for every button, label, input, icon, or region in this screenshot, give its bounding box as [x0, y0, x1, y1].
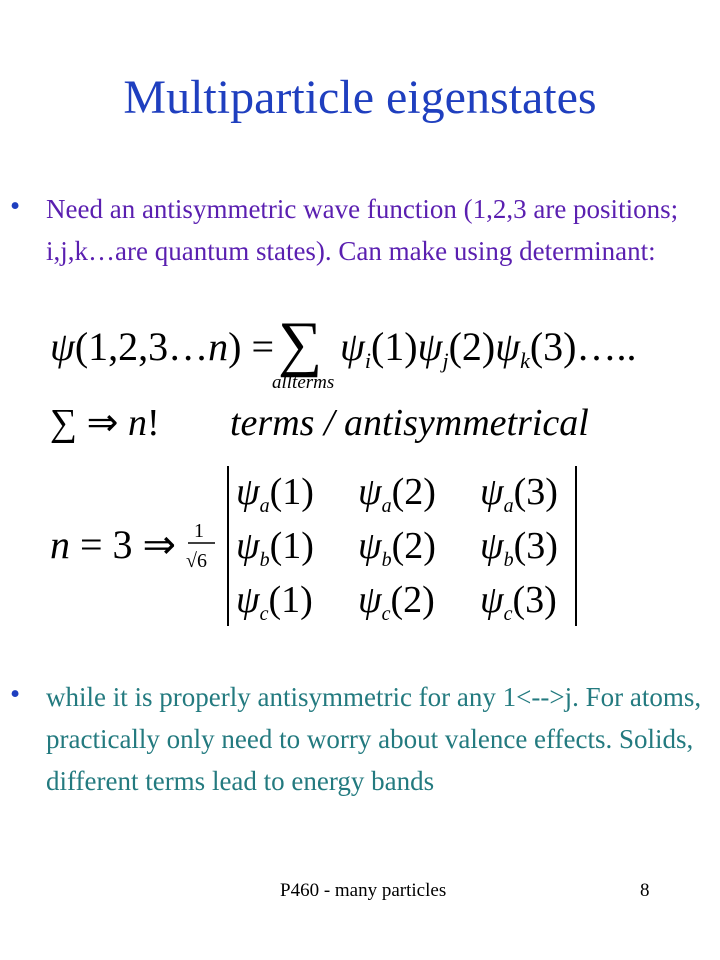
- equation-n-factorial: [40, 393, 690, 448]
- slide-title: Multiparticle eigenstates: [123, 71, 597, 124]
- svg-text:√6: √6: [186, 550, 207, 572]
- bullet-text-2: while it is properly antisymmetric for any 1<-->j. For atoms, practically only need to worry about valence effects. Solids, different terms lead to energy bands: [46, 682, 702, 796]
- svg-text:ψb(1): $\psi_b(1)$: [236, 525, 314, 571]
- svg-text:ψb(2): $\psi_b(2)$: [358, 525, 436, 571]
- svg-text:ψa(1): $\psi_a(1)$: [236, 471, 314, 517]
- svg-text:allterms: allterms: [272, 372, 335, 393]
- svg-text:ψc(2): $\psi_c(2)$: [358, 579, 435, 625]
- svg-text:ψa(3): $\psi_a(3)$: [480, 471, 558, 517]
- equation-sum-over-terms: [40, 300, 690, 395]
- svg-text:n = 3 ⇒: n = 3 ⇒: [50, 522, 177, 567]
- svg-text:1: 1: [194, 520, 204, 542]
- bullet-marker: •: [10, 190, 21, 222]
- page-number: 8: [640, 880, 650, 901]
- svg-text:ψc(1): $\psi_c(1)$: [236, 579, 313, 625]
- equation-slater-determinant: [40, 458, 690, 633]
- footer-course-label: P460 - many particles: [280, 880, 447, 901]
- bullet-text-1: Need an antisymmetric wave function (1,2,3 are positions; i,j,k…are quantum states). Can make using determinant:: [46, 194, 679, 266]
- svg-text:ψi(1)ψj(2)ψk(3)…..: $\psi_i(1)\psi_j(2)\psi_k(3)\dots$..: [340, 324, 637, 373]
- svg-text:ψb(3): $\psi_b(3)$: [480, 525, 558, 571]
- svg-text:ψa(2): $\psi_a(2)$: [358, 471, 436, 517]
- svg-text:ψc(3): $\psi_c(3)$: [480, 579, 557, 625]
- svg-text:terms / antisymmetrical: terms / antisymmetrical: [230, 402, 589, 444]
- svg-text:∑: ∑: [278, 310, 323, 378]
- svg-text:∑ ⇒ n!: ∑ ⇒ n!: [50, 402, 160, 444]
- bullet-marker: •: [10, 678, 21, 710]
- svg-text:ψ(1,2,3…n) =: ψ(1,2,3…n) =: [50, 324, 275, 369]
